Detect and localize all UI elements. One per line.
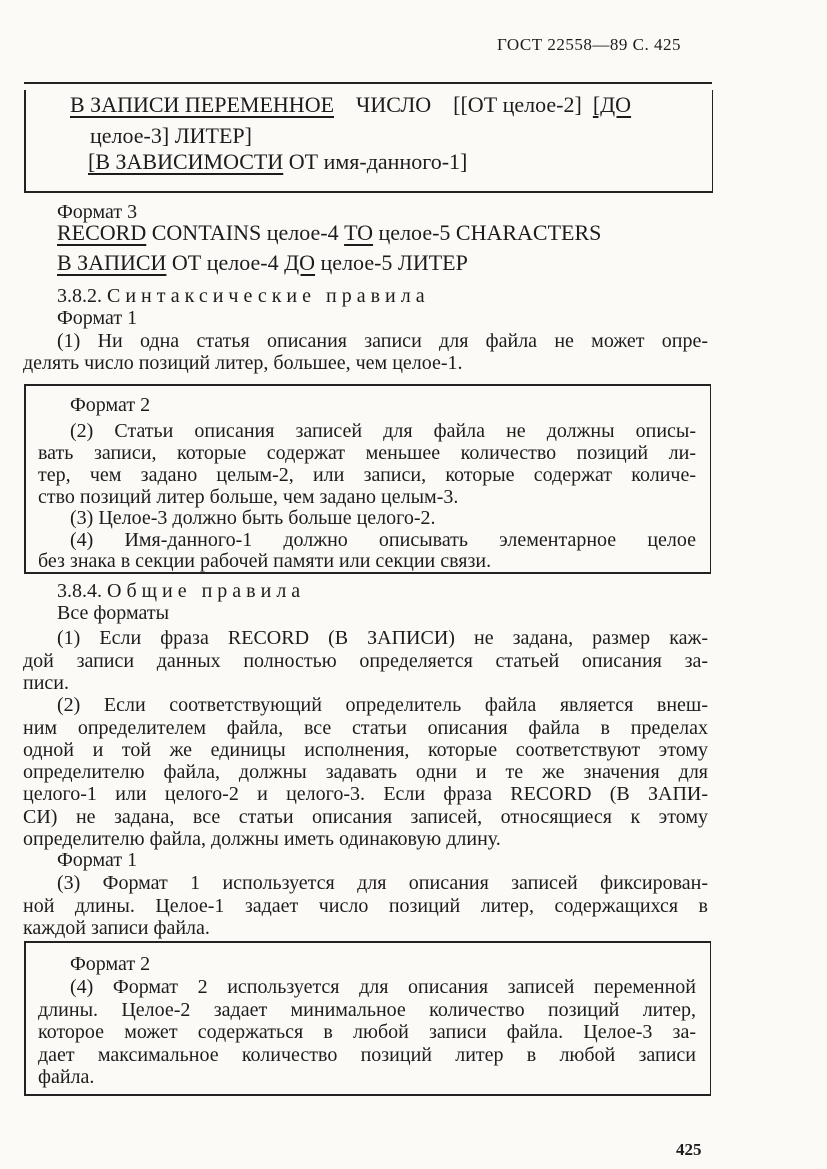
keyword-depending: [В ЗАВИСИМОСТИ <box>88 149 284 174</box>
box3-line4: дает максимальное количество позиций литер в любой записи <box>38 1044 696 1066</box>
box2-format2: Формат 2 <box>70 394 151 416</box>
keyword-do: ДО <box>284 250 316 275</box>
box2-line7: без знака в секции рабочей памяти или секции связи. <box>38 550 492 572</box>
box3-format2: Формат 2 <box>70 953 151 975</box>
general-line13: каждой записи файла. <box>23 917 210 939</box>
ot-operand: ОТ целое-4 <box>171 250 279 275</box>
general-line11: (3) Формат 1 используется для описания записей фиксирован- <box>57 872 708 894</box>
box2-line5: (3) Целое-3 должно быть больше целого-2. <box>70 507 436 529</box>
running-head: ГОСТ 22558—89 С. 425 <box>497 35 681 54</box>
general-format1: Формат 1 <box>57 849 138 871</box>
general-line10: определителю файла, должны иметь одинаковую длину. <box>23 828 501 850</box>
box3-line5: файла. <box>38 1066 95 1088</box>
depending-operand: ОТ имя-данного-1] <box>288 149 468 174</box>
box3-line3: которое может содержаться в любой записи файла. Целое-3 за- <box>38 1021 696 1043</box>
liter-operand: целое-5 ЛИТЕР <box>320 250 468 275</box>
box3-line2: длины. Целое-2 задает минимальное количество позиций литер, <box>38 999 696 1021</box>
general-line6: одной и той же единицы исполнения, которые соответствуют этому <box>23 739 708 761</box>
option-from: [[ОТ целое-2] <box>453 92 582 117</box>
box2-line6: (4) Имя-данного-1 должно описывать элементарное целое <box>70 529 696 551</box>
rule1-line2: делять число позиций литер, большее, чем целое-1. <box>23 352 463 374</box>
page-number: 425 <box>676 1140 702 1159</box>
general-line12: ной длины. Целое-1 задает число позиций литер, содержащихся в <box>23 895 708 917</box>
syntax-heading: 3.8.2. Синтаксические правила <box>57 285 430 307</box>
general-heading: 3.8.4. Общие правила <box>57 580 306 602</box>
contains-operand: CONTAINS целое-4 <box>151 220 339 245</box>
box2-line2: вать записи, которые содержат меньшее количество позиций ли- <box>38 442 696 464</box>
box2-line4: ство позиций литер больше, чем задано целым-3. <box>38 486 459 508</box>
general-line4: (2) Если соответствующий определитель файла является внеш- <box>57 694 708 716</box>
format3-line1 <box>57 221 601 245</box>
keyword-record-varying: В ЗАПИСИ ПЕРЕМЕННОЕ <box>70 92 335 117</box>
keyword-chislo: ЧИСЛО <box>356 92 432 117</box>
general-line8: целого-1 или целого-2 и целого-3. Если фраза RECORD (В ЗАПИ- <box>23 783 708 805</box>
box1-line2: целое-3] ЛИТЕР] <box>90 123 252 148</box>
general-line3: писи. <box>23 672 69 694</box>
format3-title: Формат 3 <box>57 201 138 223</box>
general-line2: дой записи данных полностью определяется статьей описания за- <box>23 650 708 672</box>
format3-line2 <box>57 251 468 275</box>
box1-line1 <box>70 93 631 117</box>
box2-line1: (2) Статьи описания записей для файла не должны описы- <box>70 420 696 442</box>
box1-top-rule <box>24 82 712 84</box>
rule1-line1: (1) Ни одна статья описания записи для файла не может опре- <box>57 330 708 352</box>
syntax-format1: Формат 1 <box>57 307 138 329</box>
general-line5: ним определителем файла, все статьи описания файла в пределах <box>23 717 708 739</box>
general-line7: определителю файла, должны задавать одни и те же значения для <box>23 761 708 783</box>
box3-line1: (4) Формат 2 используется для описания записей переменной <box>70 976 696 998</box>
all-formats: Все форматы <box>57 602 170 624</box>
box2-line3: тер, чем задано целым-2, или записи, которые содержат количе- <box>38 464 696 486</box>
characters-operand: целое-5 CHARACTERS <box>378 220 602 245</box>
general-line9: СИ) не задана, все статьи описания записей, относящиеся к этому <box>23 806 708 828</box>
keyword-record: RECORD <box>57 220 147 245</box>
option-to: [ДО <box>592 92 632 117</box>
keyword-to: TO <box>344 220 374 245</box>
keyword-v-zapisi: В ЗАПИСИ <box>57 250 167 275</box>
box1-line3 <box>88 150 467 174</box>
general-line1: (1) Если фраза RECORD (В ЗАПИСИ) не задана, размер каж- <box>57 627 708 649</box>
